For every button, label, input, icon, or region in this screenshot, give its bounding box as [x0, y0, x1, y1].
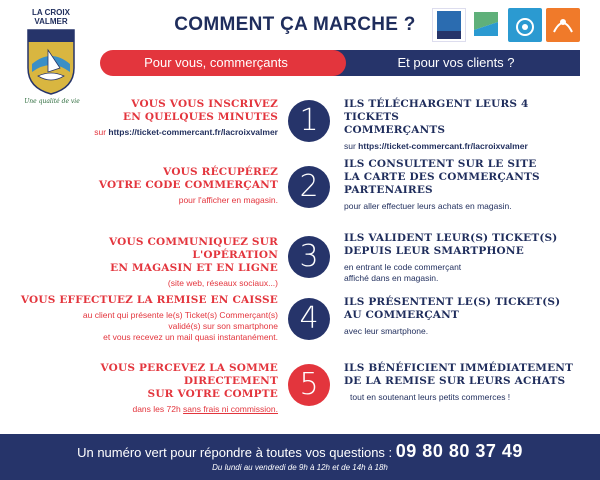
step-2-number: 2	[288, 166, 330, 208]
step-4-number: 4	[288, 298, 330, 340]
step-1-client-text: sur https://ticket-commercant.fr/lacroixvalmer	[344, 141, 528, 151]
step-4-client	[344, 296, 584, 337]
step-1-merchant	[20, 98, 278, 138]
no-fees-text: sans frais ni commission.	[183, 404, 278, 414]
step-3-merchant-title: VOUS COMMUNIQUEZ SUR L'OPÉRATION EN MAGASIN ET EN LIGNE	[108, 236, 278, 274]
step-2-merchant-title: VOUS RÉCUPÉREZ VOTRE CODE COMMERÇANT	[98, 166, 278, 191]
step-4-client-text: avec leur smartphone.	[344, 326, 429, 336]
clients-banner: Et pour vos clients ?	[332, 50, 580, 76]
step-3-number: 3	[288, 236, 330, 278]
step-1-client	[344, 98, 584, 152]
step-2-client-title: ILS CONSULTENT SUR LE SITE LA CARTE DES COMMERÇANTS PARTENAIRES	[344, 158, 540, 196]
step-4-merchant	[20, 294, 278, 343]
logo-town-name: LA CROIX VALMER	[32, 8, 70, 26]
step-3-client-text: en entrant le code commerçant affiché dans en magasin.	[344, 262, 462, 283]
step-2-merchant-text: pour l'afficher en magasin.	[178, 195, 278, 205]
step-5-merchant-title: VOUS PERCEVEZ LA SOMME DIRECTEMENT SUR VOTRE COMPTE	[100, 362, 278, 400]
step-1-number: 1	[288, 100, 330, 142]
step-4-client-title: ILS PRÉSENTENT LE(S) TICKET(S) AU COMMERÇANT	[344, 296, 561, 321]
logo-tagline: Une qualité de vie	[24, 98, 80, 105]
coat-of-arms-icon	[26, 28, 76, 96]
step-5-client	[344, 362, 584, 403]
step-3-client-title: ILS VALIDENT LEUR(S) TICKET(S) DEPUIS LEUR SMARTPHONE	[344, 232, 558, 257]
hotline-hours: Du lundi au vendredi de 9h à 12h et de 14h à 18h	[212, 463, 388, 472]
step-3-client	[344, 232, 584, 284]
step-3-merchant	[20, 236, 278, 289]
town-logo	[22, 8, 80, 106]
section-banner	[100, 50, 580, 76]
step-2-client-text: pour aller effectuer leurs achats en magasin.	[344, 201, 512, 211]
step-5-client-title: ILS BÉNÉFICIENT IMMÉDIATEMENT DE LA REMISE SUR LEURS ACHATS	[344, 362, 574, 387]
step-1-merchant-text: sur https://ticket-commercant.fr/lacroixvalmer	[94, 127, 278, 137]
hotline-footer	[0, 434, 600, 480]
step-5-merchant-text: dans les 72h sans frais ni commission.	[132, 404, 278, 414]
partner-logo-label	[432, 8, 466, 42]
client-download-link[interactable]: https://ticket-commercant.fr/lacroixvalmer	[358, 141, 528, 151]
partner-logo-region	[470, 8, 504, 42]
step-5-merchant	[20, 362, 278, 415]
step-1-client-title: ILS TÉLÉCHARGENT LEURS 4 TICKETS COMMERÇANTS	[344, 98, 529, 136]
hotline-line: Un numéro vert pour répondre à toutes vos questions : 09 80 80 37 49	[77, 441, 523, 461]
step-4-merchant-title: VOUS EFFECTUEZ LA REMISE EN CAISSE	[20, 294, 278, 306]
step-2-merchant	[20, 166, 278, 206]
step-5-number: 5	[288, 364, 330, 406]
partner-logo-community	[546, 8, 580, 42]
merchant-signup-link[interactable]: https://ticket-commercant.fr/lacroixvalmer	[108, 127, 278, 137]
step-5-client-text: tout en soutenant leurs petits commerces !	[350, 392, 511, 402]
hotline-phone[interactable]: 09 80 80 37 49	[395, 441, 523, 461]
step-2-client	[344, 158, 584, 212]
step-3-merchant-text: (site web, réseaux sociaux...)	[167, 278, 278, 288]
page-title: COMMENT ÇA MARCHE ?	[174, 14, 416, 35]
partner-logo-park	[508, 8, 542, 42]
step-1-merchant-title: VOUS VOUS INSCRIVEZ EN QUELQUES MINUTES	[123, 98, 278, 123]
merchants-banner: Pour vous, commerçants	[100, 50, 332, 76]
step-4-merchant-text: au client qui présente le(s) Ticket(s) Commerçant(s) validé(s) sur son smartphone et vous recevez un mail quasi instantanément.	[82, 310, 278, 342]
